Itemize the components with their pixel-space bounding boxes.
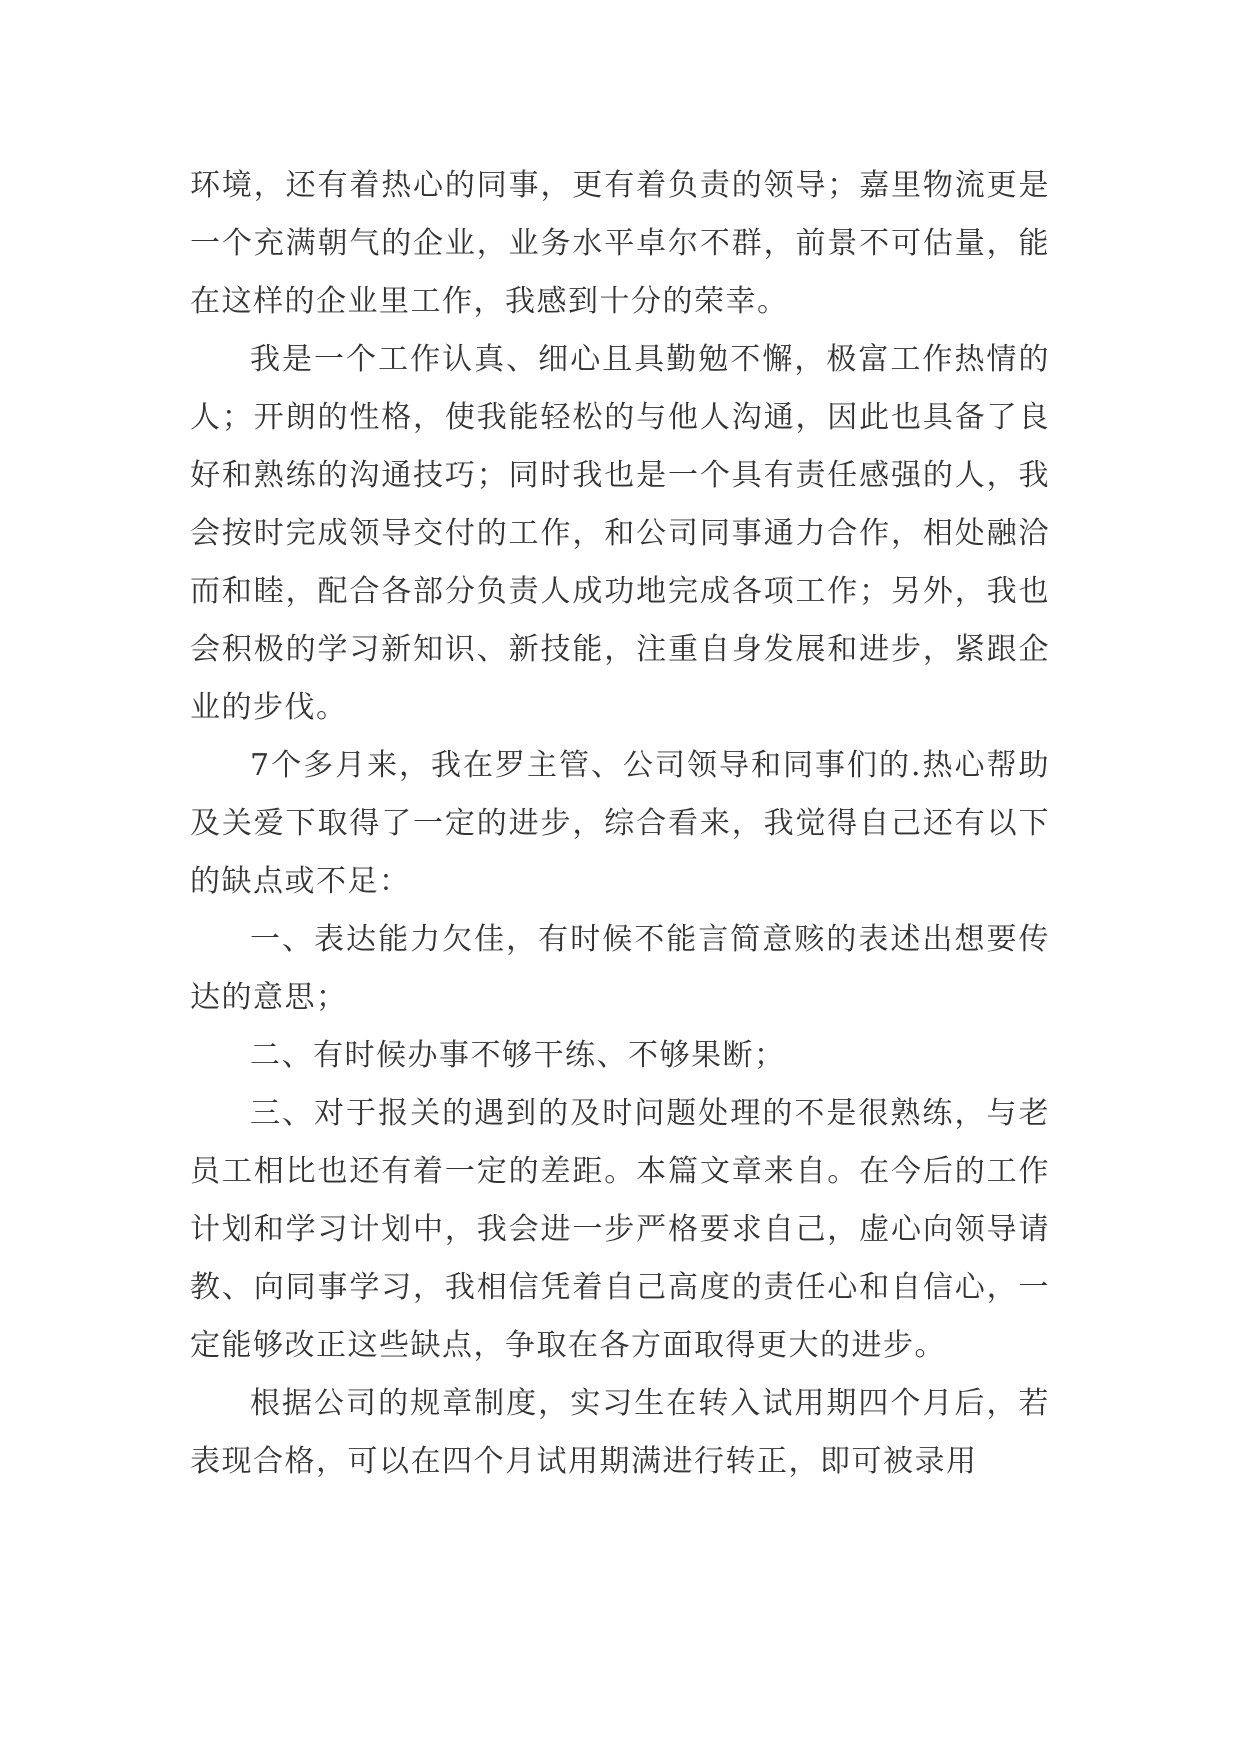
paragraph-continued: 环境，还有着热心的同事，更有着负责的领导；嘉里物流更是一个充满朝气的企业，业务水平卓尔不群，前景不可估量，能在这样的企业里工作，我感到十分的荣幸。 (190, 168, 1050, 319)
paragraph-shortcoming-1: 一、表达能力欠佳，有时候不能言简意赅的表述出想要传达的意思； (190, 922, 1050, 1015)
paragraph-regulations: 根据公司的规章制度，实习生在转入试用期四个月后，若表现合格，可以在四个月试用期满进行转正，即可被录用 (190, 1386, 1050, 1479)
paragraph-shortcoming-3: 三、对于报关的遇到的及时问题处理的不是很熟练，与老员工相比也还有着一定的差距。本篇文章来自。在今后的工作计划和学习计划中，我会进一步严格要求自己，虚心向领导请教、向同事学习，我相信凭着自己高度的责任心和自信心，一定能够改正这些缺点，争取在各方面取得更大的进步。 (190, 1096, 1050, 1363)
paragraph-progress: 7个多月来，我在罗主管、公司领导和同事们的.热心帮助及关爱下取得了一定的进步，综合看来，我觉得自己还有以下的缺点或不足： (190, 748, 1050, 899)
document-body (190, 157, 1050, 1491)
paragraph-self-description: 我是一个工作认真、细心且具勤勉不懈，极富工作热情的人；开朗的性格，使我能轻松的与他人沟通，因此也具备了良好和熟练的沟通技巧；同时我也是一个具有责任感强的人，我会按时完成领导交付的工作，和公司同事通力合作，相处融洽而和睦，配合各部分负责人成功地完成各项工作；另外，我也会积极的学习新知识、新技能，注重自身发展和进步，紧跟企业的步伐。 (190, 342, 1050, 725)
paragraph-shortcoming-2: 二、有时候办事不够干练、不够果断； (250, 1038, 786, 1073)
